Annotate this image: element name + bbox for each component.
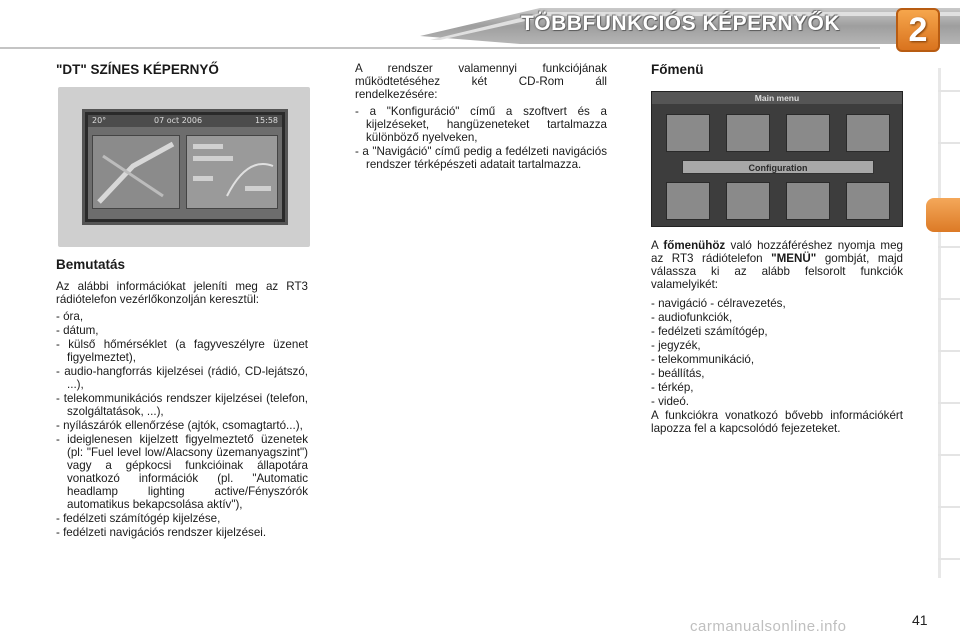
screen-status-bar (88, 115, 282, 127)
page-header-title: TÖBBFUNKCIÓS KÉPERNYŐK (520, 12, 840, 35)
list-item: - videó. (651, 395, 690, 408)
list-item: - fedélzeti navigációs rendszer kijelzései. (56, 526, 267, 539)
directory-icon (846, 114, 890, 152)
settings-icon (726, 182, 770, 220)
feature-list (56, 310, 308, 539)
list-item: - audiofunkciók, (651, 311, 733, 324)
list-item: - ideiglenesen kijelzett figyelmeztető üzenetek (pl: "Fuel level low/Alacsony üzemanyagszint") vagy a gépkocsi funkcióinak állapotára vonatkozó információk (pl. "Automatic headlamp lighting active/Fényszórók automatikus bekapcsolása aktív"), (56, 433, 308, 511)
list-item: - a "Navigáció" című pedig a fedélzeti navigációs rendszer térképészeti adatait tartalmazza. (355, 145, 607, 171)
header-bar (0, 0, 960, 52)
side-tab[interactable] (938, 298, 960, 300)
text: való hozzáféréshez nyomja meg az RT3 rádiótelefon (651, 239, 903, 265)
bold-text: főmenühöz (663, 239, 726, 252)
screen-time: 15:58 (254, 116, 278, 125)
screen-map-panel (92, 135, 180, 209)
telephone-icon (666, 182, 710, 220)
map-icon (786, 182, 830, 220)
section-heading-main-menu: Főmenü (651, 62, 704, 77)
side-tab[interactable] (938, 142, 960, 144)
list-item: - külső hőmérséklet (a fagyveszélyre üzenet figyelmeztet), (56, 338, 308, 364)
screen-date: 07 oct 2006 (154, 116, 203, 125)
list-item: - nyílászárók ellenőrzése (ajtók, csomagtartó...), (56, 419, 303, 432)
main-menu-paragraph (651, 239, 903, 291)
main-menu-screenshot (651, 91, 903, 227)
side-tab[interactable] (938, 558, 960, 560)
side-tab[interactable] (938, 454, 960, 456)
computer-icon (786, 114, 830, 152)
cdrom-intro: A rendszer valamennyi funkciójának működtetéséhez két CD-Rom áll rendelkezésére: (355, 62, 607, 101)
intro-paragraph: Az alábbi információkat jeleníti meg az RT3 rádiótelefon vezérlőkonzolján keresztül: (56, 280, 308, 306)
screen-frame (82, 109, 288, 225)
column-left (56, 62, 308, 540)
video-icon (846, 182, 890, 220)
side-chapter-tabs (928, 68, 960, 578)
list-item: - térkép, (651, 381, 694, 394)
cdrom-list (355, 105, 607, 171)
column-right (651, 62, 903, 435)
side-tab[interactable] (938, 506, 960, 508)
chapter-badge (896, 8, 940, 52)
map-roads (93, 136, 181, 210)
section-heading-bemutatas: Bemutatás (56, 257, 126, 272)
text: A (651, 239, 659, 252)
screen-info-panel (186, 135, 278, 209)
menu-function-list (651, 297, 903, 408)
section-heading-dt-screen: "DT" SZÍNES KÉPERNYŐ (56, 62, 219, 77)
outro-paragraph: A funkciókra vonatkozó bővebb információkért lapozza fel a kapcsolódó fejezeteket. (651, 409, 903, 435)
side-tab[interactable] (938, 402, 960, 404)
side-tab[interactable] (938, 246, 960, 248)
list-item: - telekommunikációs rendszer kijelzései (telefon, szolgáltatások, ...), (56, 392, 308, 418)
list-item: - fedélzeti számítógép, (651, 325, 768, 338)
list-item: - fedélzeti számítógép kijelzése, (56, 512, 221, 525)
bold-text: "MENÜ" (771, 252, 817, 265)
list-item: - óra, (56, 310, 84, 323)
side-tab-line (938, 68, 941, 578)
menu-screen-title: Main menu (652, 92, 902, 104)
text: gombját, majd válassza ki az alább felsorolt funkciók valamelyikét: (651, 252, 903, 291)
side-tab[interactable] (938, 90, 960, 92)
list-item: - telekommunikáció, (651, 353, 755, 366)
chapter-number: 2 (908, 11, 928, 49)
column-middle (355, 62, 607, 172)
list-item: - audio-hangforrás kijelzései (rádió, CD-lejátszó, ...), (56, 365, 308, 391)
watermark: carmanualsonline.info (690, 618, 847, 635)
list-item: - jegyzék, (651, 339, 701, 352)
navigation-icon (666, 114, 710, 152)
audio-icon (726, 114, 770, 152)
menu-selected-item: Configuration (682, 160, 874, 174)
list-item: - dátum, (56, 324, 99, 337)
screen-display (88, 115, 282, 219)
page-number: 41 (912, 612, 928, 628)
side-tab[interactable] (938, 350, 960, 352)
list-item: - navigáció - célravezetés, (651, 297, 786, 310)
list-item: - beállítás, (651, 367, 705, 380)
screen-temp: 20° (92, 116, 107, 125)
info-lines (187, 136, 279, 210)
dt-screen-photo (58, 87, 310, 247)
list-item: - a "Konfiguráció" című a szoftvert és a kijelzéseket, hangüzeneteket tartalmazza különböző nyelveken, (355, 105, 607, 144)
side-tab-active[interactable] (926, 198, 960, 232)
